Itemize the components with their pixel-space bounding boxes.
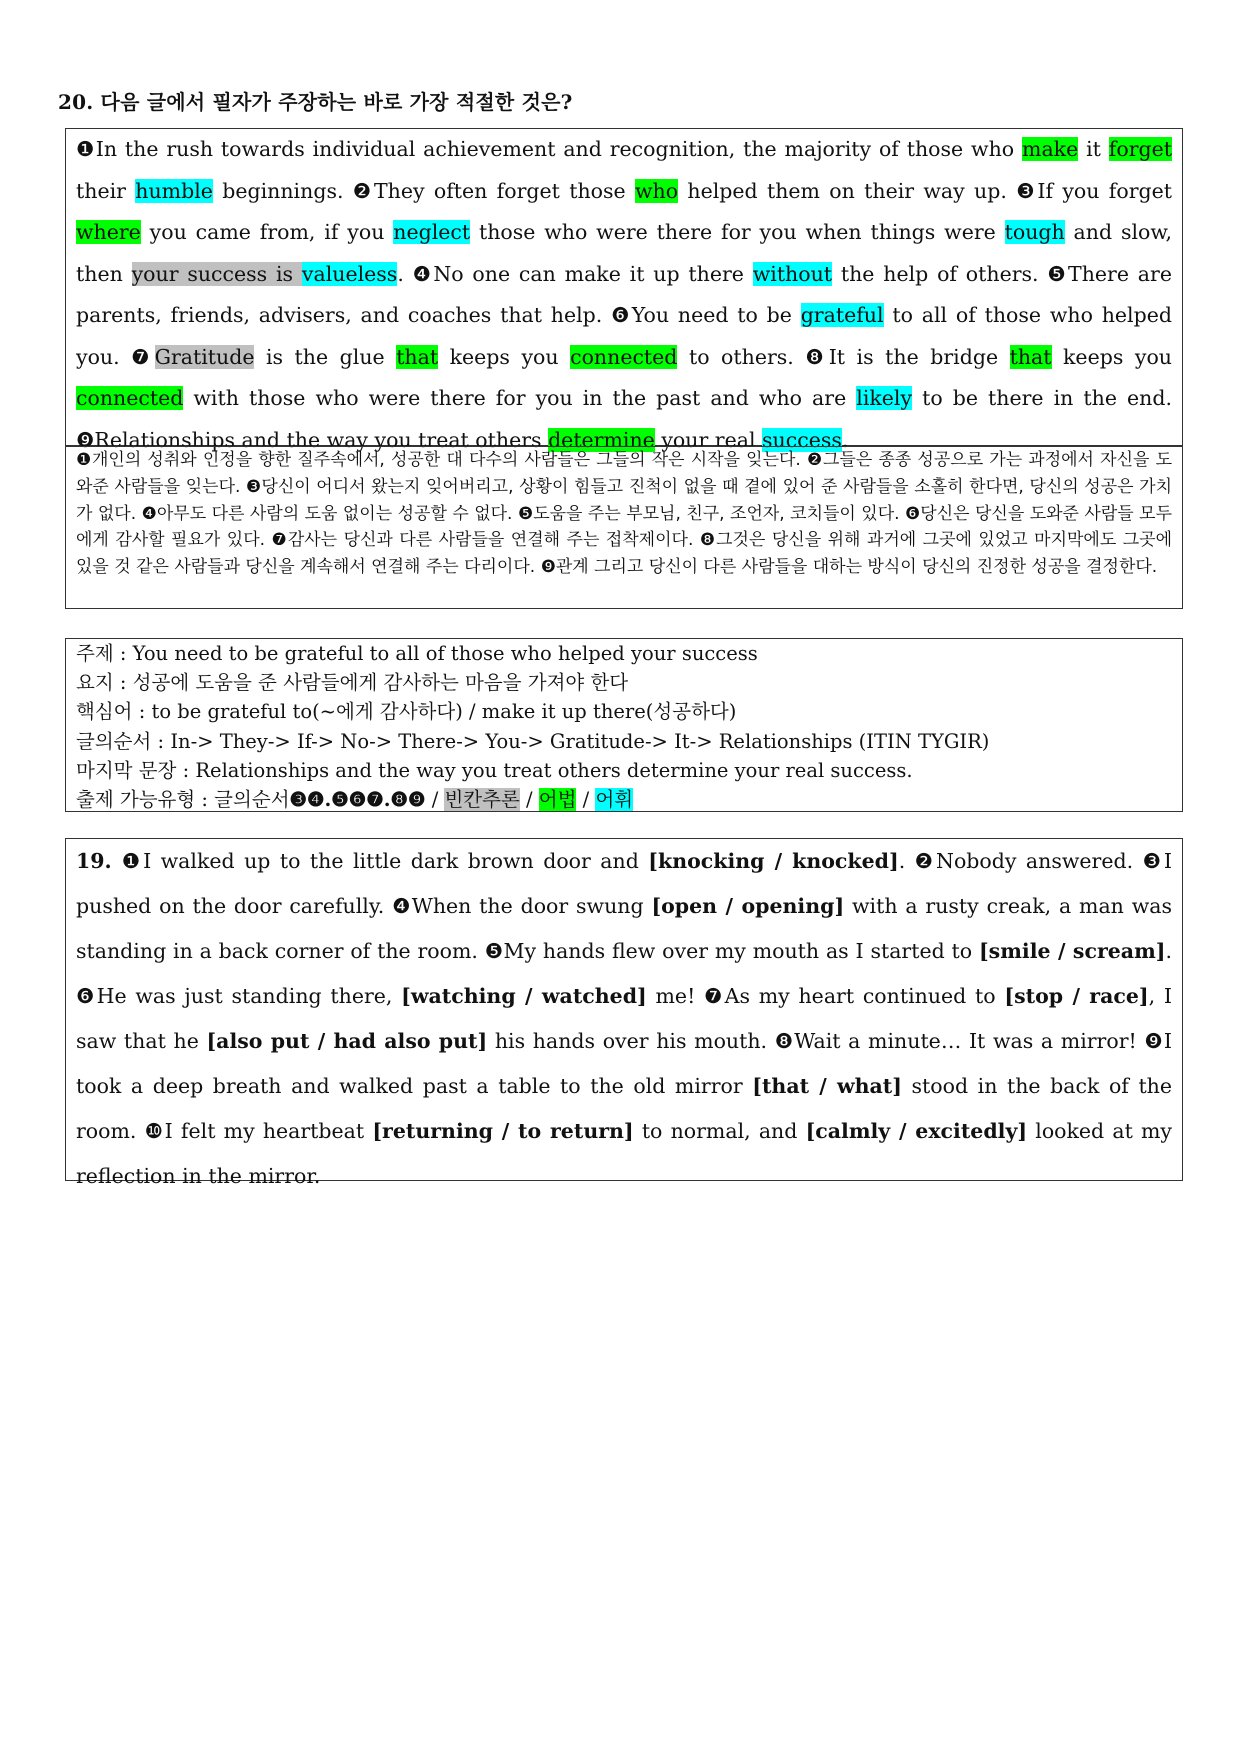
- choice-bracket: [open / opening]: [651, 894, 845, 918]
- sentence-4: ❹No one can make it up there without the help of others.: [412, 261, 1048, 286]
- type-vocabulary: 어휘: [595, 788, 634, 812]
- question-20-title: 20. 다음 글에서 필자가 주장하는 바로 가장 적절한 것은?: [58, 90, 573, 114]
- summary-keywords: 핵심어 : to be grateful to(~에게 감사하다) / make it up there(성공하다): [76, 700, 737, 724]
- highlight-cyan: likely: [856, 386, 913, 410]
- sentence-1: ❶In the rush towards individual achievement and recognition, the majority of those who make it forget their humble beginnings.: [76, 137, 1172, 203]
- choice-bracket: [that / what]: [752, 1074, 902, 1098]
- sentence-2: ❷They often forget those who helped them on their way up.: [352, 178, 1017, 203]
- highlight-cyan: tough: [1004, 220, 1065, 244]
- summary-topic: 주제 : You need to be grateful to all of those who helped your success: [76, 642, 758, 665]
- highlight-green: make: [1022, 137, 1079, 161]
- korean-translation-box: ❶개인의 성취와 인정을 향한 질주속에서, 성공한 대 다수의 사람들은 그들의 작은 시작을 잊는다. ❷그들은 종종 성공으로 가는 과정에서 자신을 도와준 사람들을 잊는다. ❸당신이 어디서 왔는지 잊어버리고, 상황이 힘들고 진척이 없을 때 곁에 있어 준 사람들을 소홀히 한다면, 당신의 성공은 가치가 없다. ❹아무도 다른 사람의 도움 없이는 성공할 수 없다. ❺도움을 주는 부모님, 친구, 조언자, 코치들이 있다. ❻당신은 당신을 도와준 사람들 모두에게 감사할 필요가 있다. ❼감사는 당신과 다른 사람들을 연결해 주는 접착제이다. ❽그것은 당신을 위해 과거에 그곳에 있었고 마지막에도 그곳에 있을 것 같은 사람들과 당신을 계속해서 연결해 주는 다리이다. ❾관계 그리고 당신이 다른 사람들을 대하는 방식이 당신의 진정한 성공을 결정한다.: [65, 446, 1183, 609]
- sentence-8: ❽It is the bridge that keeps you connected with those who were there for you in the past and who are likely to be there in the end.: [76, 344, 1172, 410]
- type-blank-inference: 빈칸추론: [444, 788, 520, 812]
- highlight-cyan: humble: [135, 178, 213, 203]
- sentence-6: ❻You need to be grateful to all of those who helped you.: [76, 303, 1172, 369]
- question-19-box: 19. ❶I walked up to the little dark brown door and [knocking / knocked]. ❷Nobody answered. ❸I pushed on the door carefully. ❹When the door swung [open / opening] with a rusty creak, a man was standing in a back corner of the room. ❺My hands flew over my mouth as I started to [smile / scream]. ❻He was just standing there, [watching / watched] me! ❼As my heart continued to [stop / race], I saw that he [also put / had also put] his hands over his mouth. ❽Wait a minute… It was a mirror! ❾I took a deep breath and walked past a table to the old mirror [that / what] stood in the back of the room. ❿I felt my heartbeat [returning / to return] to normal, and [calmly / excitedly] looked at my reflection in the mirror.: [65, 838, 1183, 1181]
- highlight-cyan: success: [762, 427, 842, 452]
- passage-box: [65, 128, 1183, 452]
- sentence-9: ❾Relationships and the way you treat others determine your real success.: [76, 427, 849, 452]
- highlight-green: connected: [570, 344, 678, 369]
- choice-bracket: [smile / scream]: [978, 939, 1166, 963]
- highlight-cyan: grateful: [800, 303, 884, 327]
- highlight-gray: Gratitude: [154, 344, 255, 369]
- highlight-cyan: valueless: [301, 261, 398, 286]
- highlight-gray: your success is: [131, 261, 302, 286]
- highlight-green: that: [396, 344, 439, 369]
- summary-question-types: 출제 가능유형 : 글의순서❸❹.❺❻❼.❽❾ / 빈칸추론 / 어법 / 어휘: [76, 788, 634, 812]
- choice-bracket: [calmly / excitedly]: [805, 1119, 1028, 1143]
- highlight-green: who: [634, 178, 679, 203]
- choice-bracket: [returning / to return]: [372, 1119, 634, 1143]
- summary-order: 글의순서 : In-> They-> If-> No-> There-> You-> Gratitude-> It-> Relationships (ITIN TYGIR): [76, 729, 990, 753]
- choice-bracket: [knocking / knocked]: [648, 849, 899, 873]
- choice-bracket: [also put / had also put]: [206, 1029, 488, 1053]
- sentence-5: ❺There are parents, friends, advisers, and coaches that help.: [76, 261, 1172, 327]
- highlight-green: that: [1009, 344, 1052, 369]
- choice-bracket: [stop / race]: [1004, 984, 1149, 1008]
- summary-gist: 요지 : 성공에 도움을 준 사람들에게 감사하는 마음을 가져야 한다: [76, 671, 629, 695]
- highlight-green: determine: [548, 427, 655, 452]
- sentence-3: ❸If you forget where you came from, if you neglect those who were there for you when things were tough and slow, then your success is valueless.: [76, 178, 1173, 286]
- highlight-green: where: [76, 220, 141, 244]
- summary-box: [65, 638, 1183, 812]
- highlight-green: forget: [1108, 137, 1172, 161]
- highlight-green: connected: [76, 386, 184, 410]
- type-grammar: 어법: [538, 788, 577, 812]
- highlight-cyan: neglect: [393, 220, 471, 244]
- summary-last-sentence: 마지막 문장 : Relationships and the way you treat others determine your real success.: [76, 758, 913, 782]
- highlight-cyan: without: [752, 261, 833, 286]
- choice-bracket: [watching / watched]: [401, 984, 647, 1008]
- sentence-7: ❼Gratitude is the glue that keeps you connected to others.: [131, 344, 806, 369]
